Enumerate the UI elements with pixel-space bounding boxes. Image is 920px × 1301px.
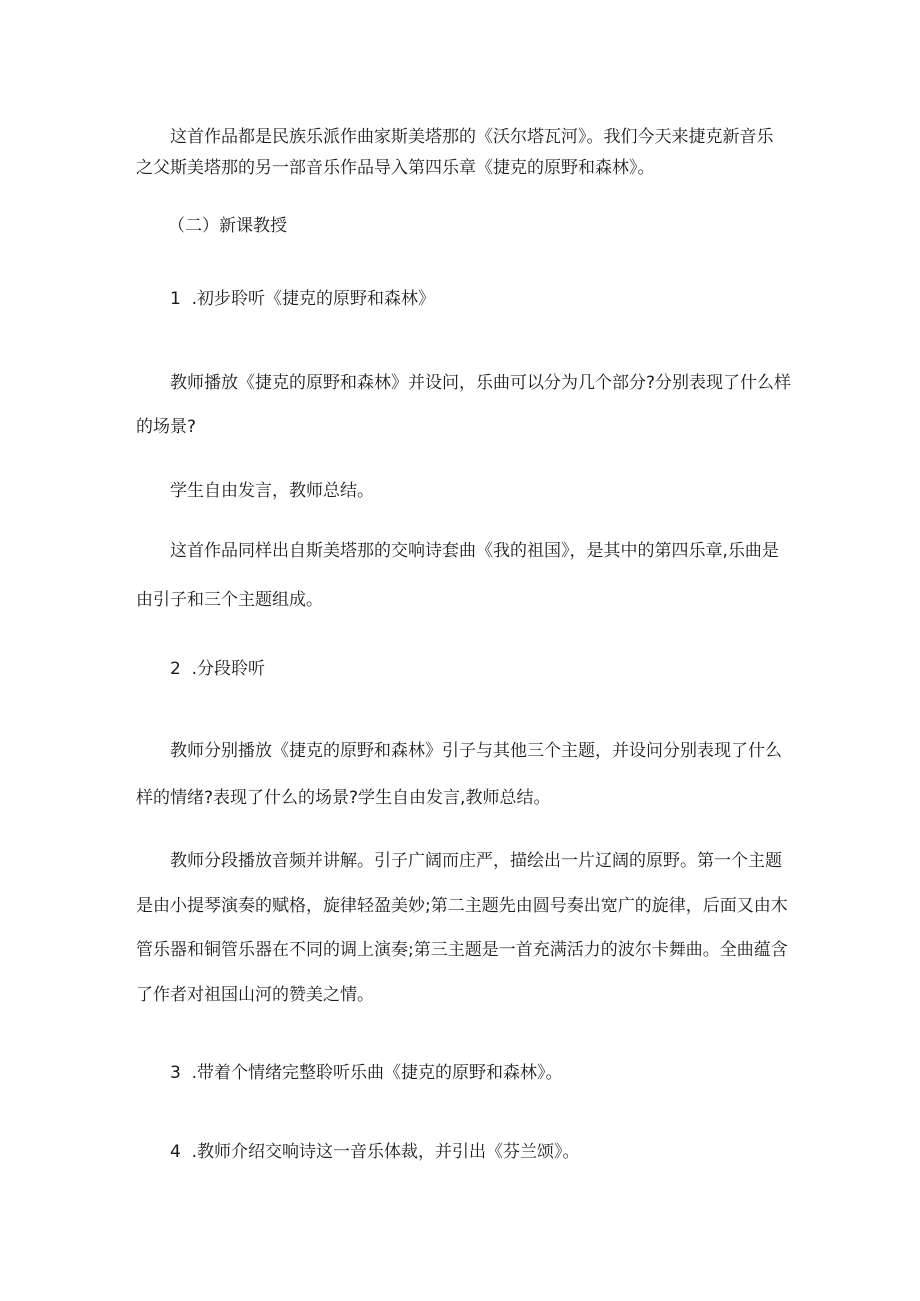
paragraph-origin-line-1: 这首作品同样出自斯美塔那的交响诗套曲《我的祖国》，是其中的第四乐章,乐曲是 <box>170 541 779 561</box>
item-4-heading: 4 .教师介绍交响诗这一音乐体裁，并引出《芬兰颂》。 <box>170 1142 580 1162</box>
paragraph-explain-line-3: 管乐器和铜管乐器在不同的调上演奏;第三主题是一首充满活力的波尔卡舞曲。全曲蕴含 <box>136 940 788 960</box>
paragraph-question-line-2: 的场景? <box>136 417 197 437</box>
paragraph-explain-line-4: 了作者对祖国山河的赞美之情。 <box>136 985 374 1005</box>
paragraph-summary: 学生自由发言，教师总结。 <box>170 481 374 501</box>
paragraph-intro-line-2: 之父斯美塔那的另一部音乐作品导入第四乐章《捷克的原野和森林》。 <box>136 158 655 178</box>
paragraph-intro-line-1: 这首作品都是民族乐派作曲家斯美塔那的《沃尔塔瓦河》。我们今天来捷克新音乐 <box>170 127 774 147</box>
paragraph-explain-line-2: 是由小提琴演奏的赋格，旋律轻盈美妙;第二主题先由圆号奏出宽广的旋律，后面又由木 <box>136 896 788 916</box>
item-1-heading: 1 .初步聆听《捷克的原野和森林》 <box>170 289 436 309</box>
section-heading: （二）新课教授 <box>168 216 287 236</box>
paragraph-segments-line-2: 样的情绪?表现了什么的场景?学生自由发言,教师总结。 <box>136 788 551 808</box>
paragraph-segments-line-1: 教师分别播放《捷克的原野和森林》引子与其他三个主题，并设问分别表现了什么 <box>170 741 782 761</box>
paragraph-origin-line-2: 由引子和三个主题组成。 <box>136 590 323 610</box>
item-2-heading: 2 .分段聆听 <box>170 659 266 679</box>
paragraph-question-line-1: 教师播放《捷克的原野和森林》并设问，乐曲可以分为几个部分?分别表现了什么样 <box>170 373 792 393</box>
paragraph-explain-line-1: 教师分段播放音频并讲解。引子广阔而庄严，描绘出一片辽阔的原野。第一个主题 <box>170 851 782 871</box>
item-3-heading: 3 .带着个情绪完整聆听乐曲《捷克的原野和森林》。 <box>170 1063 563 1083</box>
